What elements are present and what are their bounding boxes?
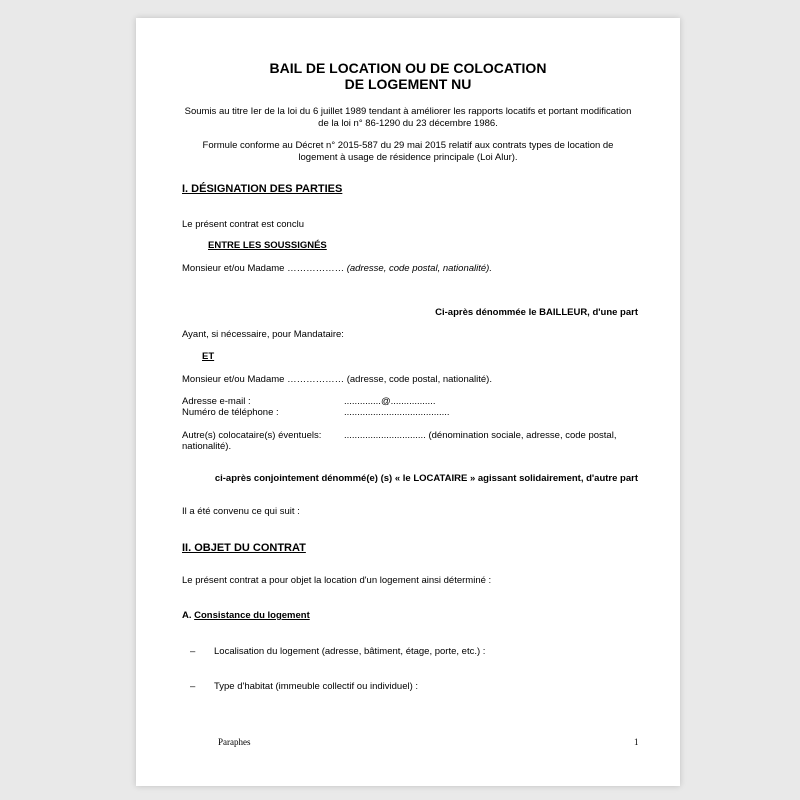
- object-text: Le présent contrat a pour objet la location d'un logement ainsi déterminé :: [182, 575, 492, 586]
- phone-value: ........................................: [344, 407, 450, 418]
- between-signatories-heading: ENTRE LES SOUSSIGNÉS: [208, 240, 327, 251]
- document-title-line2: DE LOGEMENT NU: [344, 76, 472, 92]
- document-title-line1: BAIL DE LOCATION OU DE COLOCATION: [269, 60, 547, 76]
- tenant-name-hint: (adresse, code postal, nationalité).: [346, 374, 492, 385]
- intro-paragraph-1-line2: de la loi n° 86-1290 du 23 décembre 1986.: [318, 118, 498, 129]
- bullet-2-dash: –: [190, 681, 196, 692]
- tenant-name-line: [182, 374, 492, 386]
- agreed-label: Il a été convenu ce qui suit :: [182, 506, 300, 517]
- bullet-1-dash: –: [190, 646, 196, 657]
- cotenants-value-line2: nationalité).: [182, 441, 232, 452]
- cotenants-label: Autre(s) colocataire(s) éventuels:: [182, 430, 322, 441]
- footer-page-number: 1: [634, 737, 639, 747]
- subsection-a-prefix: A.: [182, 610, 192, 621]
- email-value: ..............@.................: [344, 396, 436, 407]
- lessor-name-hint: (adresse, code postal, nationalité).: [346, 263, 492, 274]
- mandatary-label: Ayant, si nécessaire, pour Mandataire:: [182, 329, 344, 340]
- subsection-a-heading: [182, 610, 310, 622]
- and-label: ET: [202, 351, 215, 362]
- contract-concluded-text: Le présent contrat est conclu: [182, 219, 304, 230]
- intro-paragraph-1-line1: Soumis au titre Ier de la loi du 6 juillet 1989 tendant à améliorer les rapports locatifs et portant modification: [184, 106, 632, 117]
- bullet-2-text: Type d'habitat (immeuble collectif ou individuel) :: [214, 681, 419, 692]
- phone-label: Numéro de téléphone :: [182, 407, 279, 418]
- email-label: Adresse e-mail :: [182, 396, 251, 407]
- subsection-a-title: Consistance du logement: [194, 610, 310, 621]
- lessor-name-prefix: Monsieur et/ou Madame ………………: [182, 263, 347, 274]
- section-1-title: I. DÉSIGNATION DES PARTIES: [182, 183, 343, 195]
- section-2-title: II. OBJET DU CONTRAT: [182, 542, 306, 554]
- lessor-name-line: [182, 263, 492, 275]
- tenant-name-prefix: Monsieur et/ou Madame ………………: [182, 374, 347, 385]
- footer-initials-label: Paraphes: [218, 737, 251, 747]
- intro-paragraph-2-line2: logement à usage de résidence principale (Loi Alur).: [298, 152, 518, 163]
- bullet-1-text: Localisation du logement (adresse, bâtiment, étage, porte, etc.) :: [214, 646, 486, 657]
- intro-paragraph-2-line1: Formule conforme au Décret n° 2015-587 du 29 mai 2015 relatif aux contrats types de location de: [202, 140, 614, 151]
- cotenants-value: ............................... (dénomination sociale, adresse, code postal,: [344, 430, 617, 441]
- tenant-designation: ci-après conjointement dénommé(e) (s) « le LOCATAIRE » agissant solidairement, d'autre part: [214, 473, 638, 484]
- lessor-designation: Ci-après dénommée le BAILLEUR, d'une part: [435, 307, 638, 318]
- document-page: [136, 18, 680, 786]
